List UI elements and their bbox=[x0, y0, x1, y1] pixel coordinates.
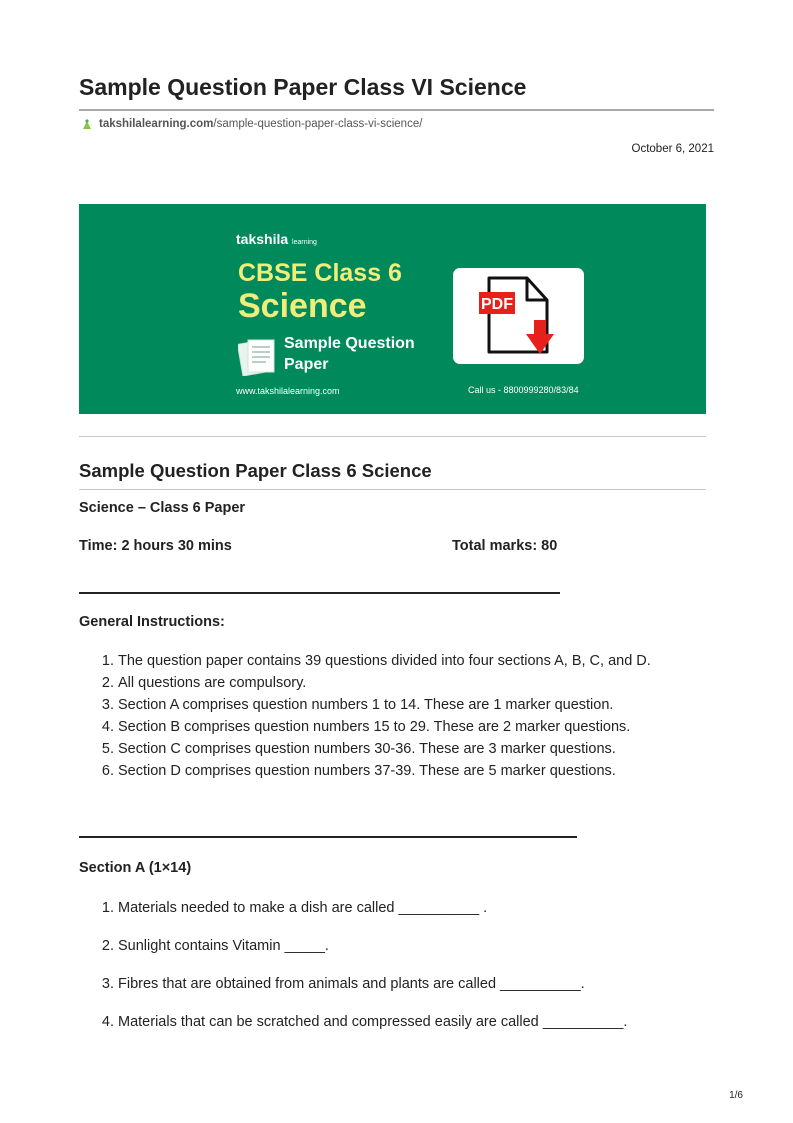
banner-logo bbox=[236, 231, 317, 247]
instruction-item: 2. All questions are compulsory. bbox=[101, 675, 307, 691]
section-a-heading: Section A (1×14) bbox=[79, 860, 192, 876]
source-link[interactable] bbox=[81, 118, 422, 130]
page-number: 1/6 bbox=[729, 1090, 743, 1101]
pdf-download-icon bbox=[453, 268, 584, 364]
underline-rule bbox=[79, 836, 577, 838]
banner-logo-text: takshila bbox=[236, 231, 289, 247]
banner-subtitle bbox=[284, 333, 415, 375]
paper-subheading: Science – Class 6 Paper bbox=[79, 500, 246, 516]
page-title: Sample Question Paper Class VI Science bbox=[79, 74, 527, 100]
section-divider bbox=[79, 489, 706, 490]
questions-list bbox=[79, 898, 709, 1050]
question-item: 4. Materials that can be scratched and compressed easily are called __________. bbox=[101, 1014, 628, 1030]
pdf-label: PDF bbox=[481, 296, 513, 313]
banner-logo-suffix: learning bbox=[292, 239, 317, 246]
instruction-item: 6. Section D comprises question numbers 37-39. These are 5 marker questions. bbox=[101, 763, 616, 779]
takshila-leaf-icon bbox=[81, 118, 93, 130]
instruction-item: 3. Section A comprises question numbers 1 to 14. These are 1 marker question. bbox=[101, 697, 614, 713]
title-divider bbox=[79, 109, 714, 111]
question-item: 3. Fibres that are obtained from animals and plants are called __________. bbox=[101, 976, 585, 992]
total-marks: Total marks: 80 bbox=[452, 538, 558, 554]
publish-date: October 6, 2021 bbox=[631, 143, 714, 155]
instructions-list bbox=[79, 650, 709, 782]
banner-heading-line1: CBSE Class 6 bbox=[238, 259, 402, 287]
source-domain: takshilalearning.com bbox=[99, 118, 214, 130]
paper-stack-icon bbox=[238, 336, 280, 376]
banner-divider bbox=[79, 436, 706, 437]
instruction-item: 5. Section C comprises question numbers 30-36. These are 3 marker questions. bbox=[101, 741, 616, 757]
hero-banner bbox=[79, 204, 706, 414]
source-path: /sample-question-paper-class-vi-science/ bbox=[213, 118, 423, 130]
underline-rule bbox=[79, 592, 560, 594]
banner-website: www.takshilalearning.com bbox=[236, 386, 340, 396]
banner-heading-line2: Science bbox=[238, 287, 367, 325]
instruction-item: 1. The question paper contains 39 questions divided into four sections A, B, C, and D. bbox=[101, 653, 651, 669]
paper-section-title: Sample Question Paper Class 6 Science bbox=[79, 460, 432, 481]
banner-call: Call us - 8800999280/83/84 bbox=[468, 385, 579, 395]
question-item: 1. Materials needed to make a dish are called __________ . bbox=[101, 900, 488, 916]
instruction-item: 4. Section B comprises question numbers 15 to 29. These are 2 marker questions. bbox=[101, 719, 631, 735]
banner-subtitle-line2: Paper bbox=[284, 356, 329, 373]
time-allowed: Time: 2 hours 30 mins bbox=[79, 538, 232, 554]
question-item: 2. Sunlight contains Vitamin _____. bbox=[101, 938, 329, 954]
general-instructions-heading: General Instructions: bbox=[79, 614, 225, 630]
banner-subtitle-line1: Sample Question bbox=[284, 335, 415, 352]
